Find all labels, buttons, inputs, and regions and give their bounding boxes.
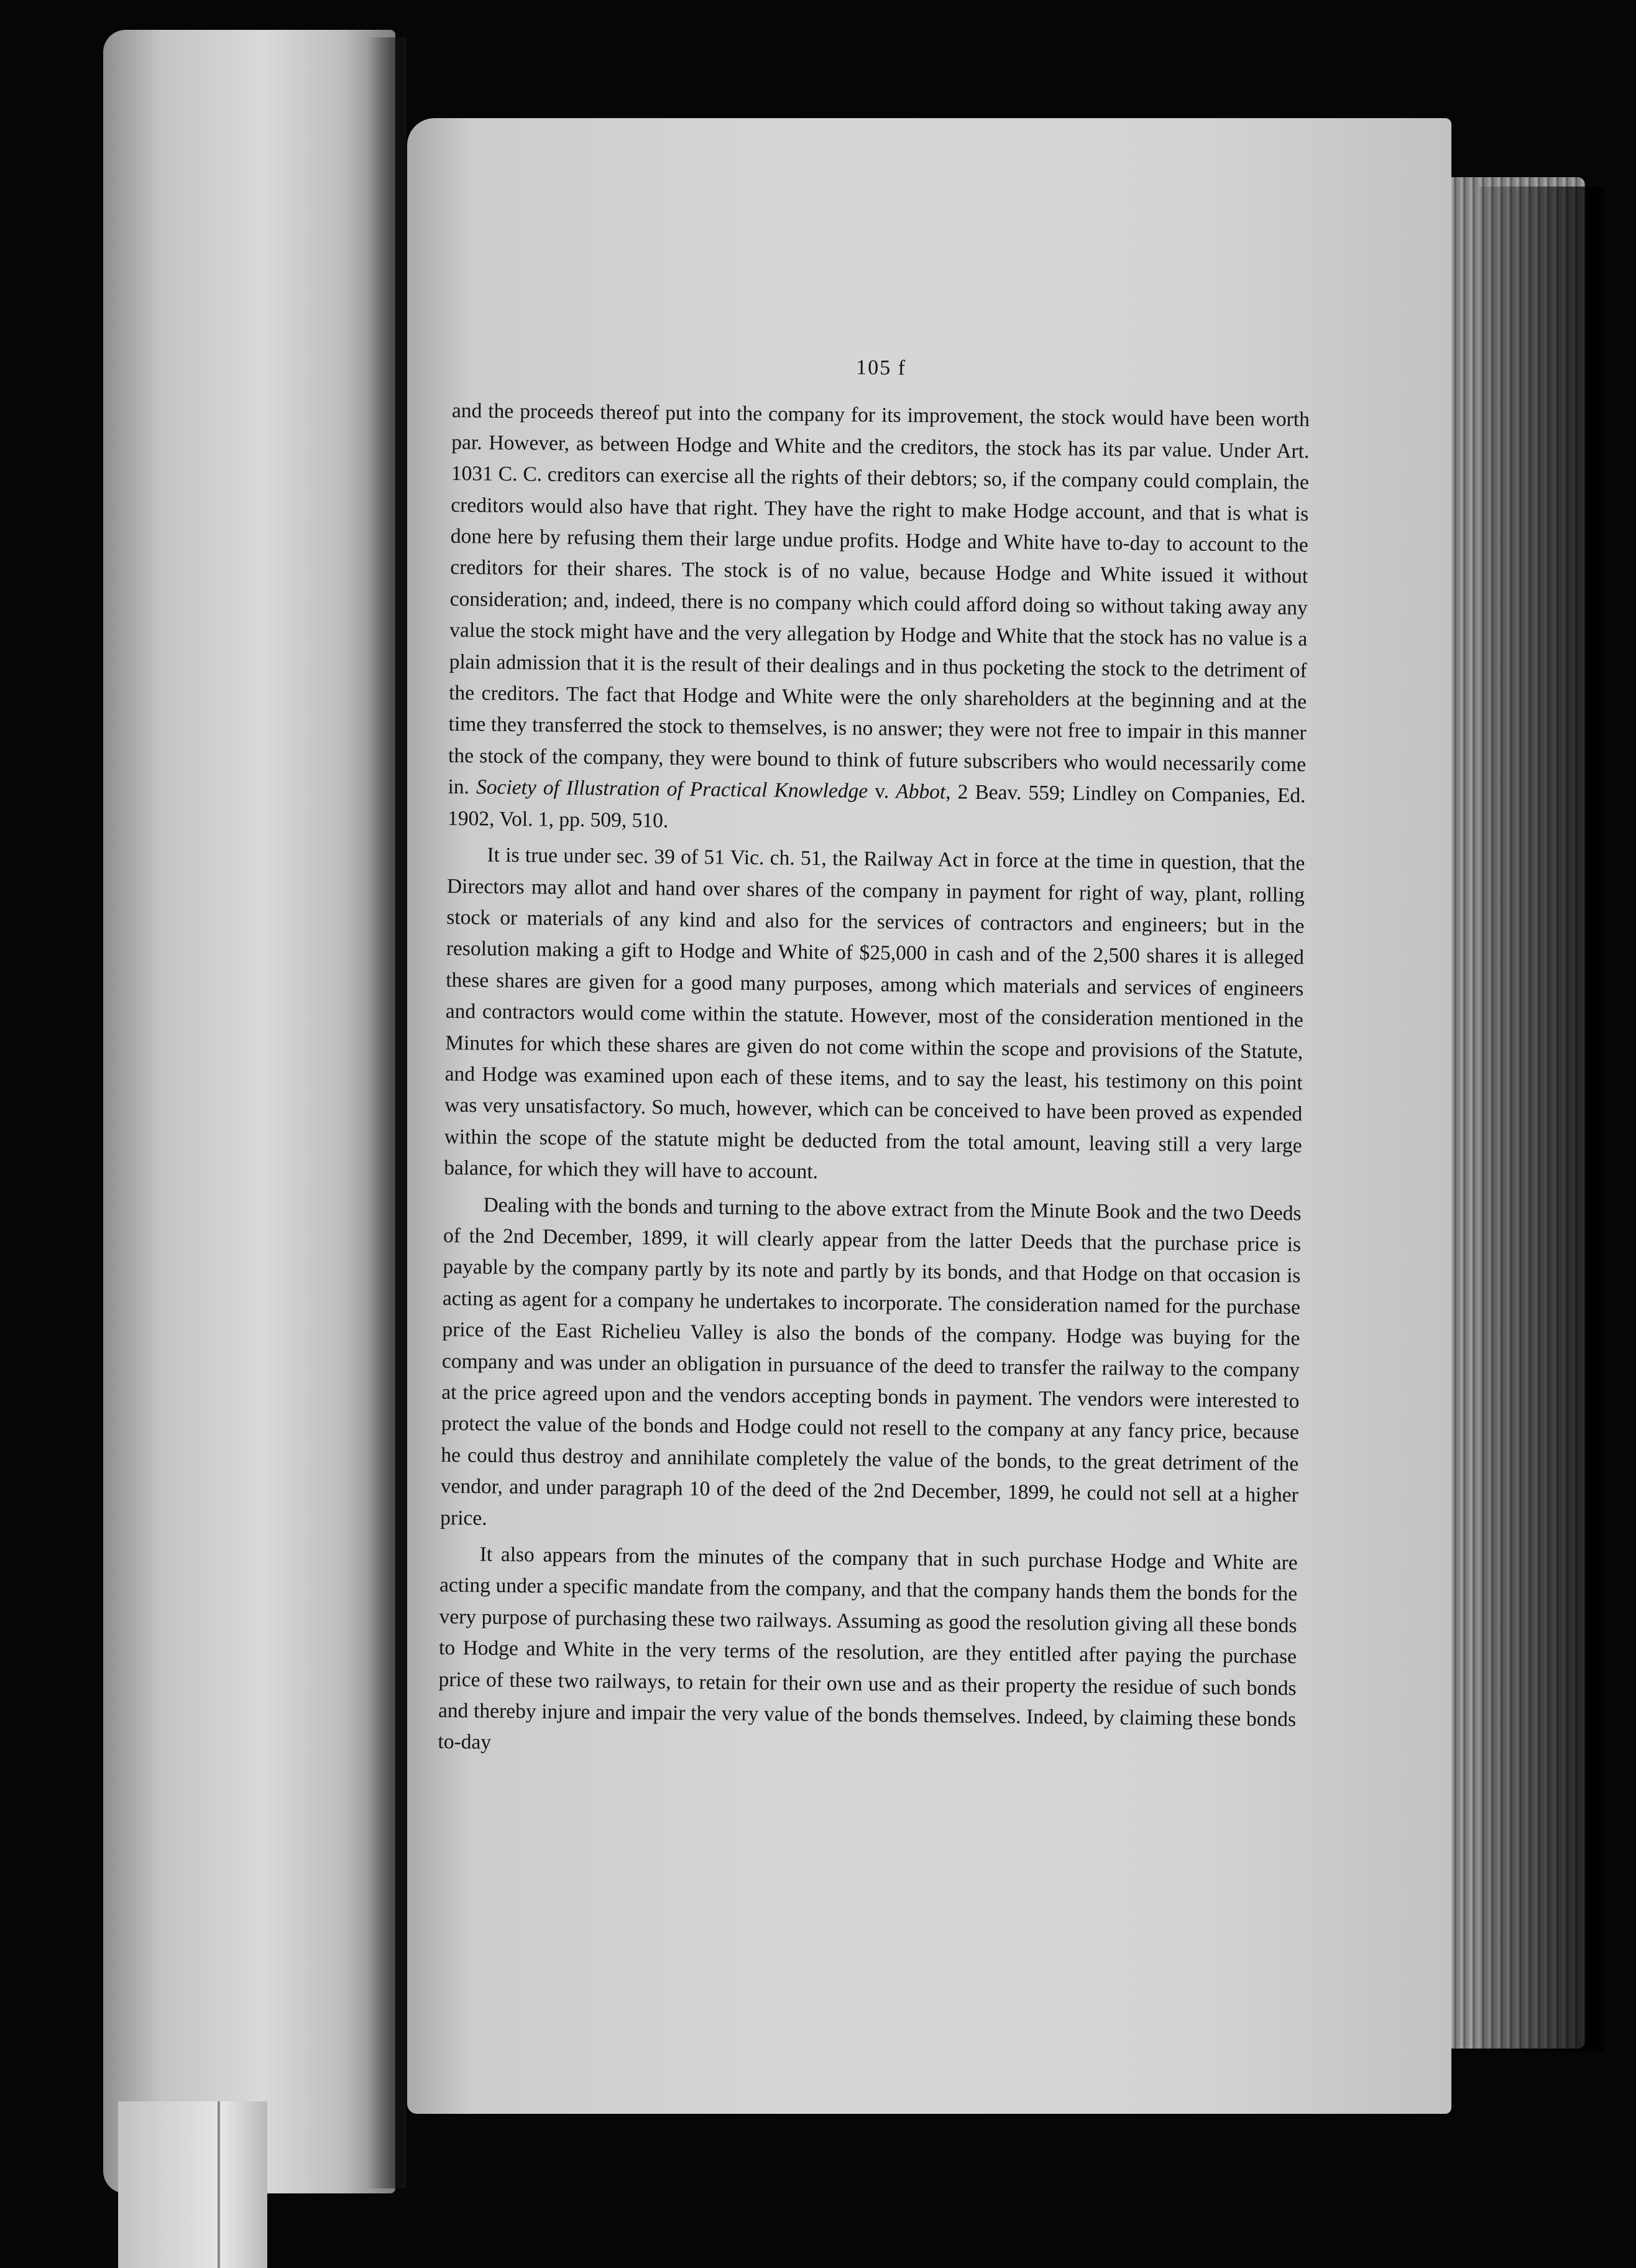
page-number: 105 f [856, 356, 907, 380]
edge-shadow [1479, 187, 1604, 2052]
citation-versus: v. [868, 780, 896, 803]
paragraph-1-text: and the proceeds thereof put into the company for its improvement, the stock would have been worth par. However, as between Hodge and White and the creditors, the stock has its par value. Under Art. 1031 C. C. creditors can exercise all the rights of their debtors; so, if the company could complain, the creditors would also have that right. They have the right to make Hodge account, and that is what is done here by refusing them their large undue profits. Hodge and White have to-day to account to the creditors for their shares. The stock is of no value, because Hodge and White issued it without consideration; and, indeed, there is no company which could afford doing so without taking away any value the stock might have and the very allegation by Hodge and White that the stock has no value is a plain admission that it is the result of their dealings and in thus pocketing the stock to the detriment of the creditors. The fact that Hodge and White were the only shareholders at the beginning and at the time they transferred the stock to themselves, is no answer; they were not free to impair in this manner the stock of the company, they were bound to think of future subscribers who would necessarily come in. [448, 399, 1310, 799]
paragraph-1 [448, 395, 1310, 843]
paragraph-2: It is true under sec. 39 of 51 Vic. ch. 51, the Railway Act in force at the time in question, that the Directors may allot and hand over shares of the company in payment for right of way, plant, rolling stock or materials of any kind and also for the services of contractors and engineers; but in the resolution making a gift to Hodge and White of $25,000 in cash and of the 2,500 shares it is alleged these shares are given for a good many purposes, among which materials and services of engineers and contractors would come within the statute. However, most of the consideration mentioned in the Minutes for which these shares are given do not come within the scope and provisions of the Statute, and Hodge was examined upon each of these items, and to say the least, his testimony on this point was very unsatisfactory. So much, however, which can be conceived to have been proved as expended within the scope of the statute might be deducted from the total amount, leaving still a very large balance, for which they will have to account. [443, 843, 1305, 1184]
case-citation-party-1: Society of Illustration of Practical Knowledge [476, 775, 868, 803]
paragraph-3: Dealing with the bonds and turning to the above extract from the Minute Book and the two Deeds of the 2nd December, 1899, it will clearly appear from the latter Deeds that the purchase price is payable by the company partly by its note and partly by its bonds, and that Hodge on that occasion is acting as agent for a company he undertakes to incorporate. The consideration named for the purchase price of the East Richelieu Valley is also the bonds of the company. Hodge was buying for the company and was under an obligation in pursuance of the deed to transfer the railway to the company at the price agreed upon and the vendors accepting bonds in payment. The vendors were interested to protect the value of the bonds and Hodge could not resell to the company at any fancy price, because he could thus destroy and annihilate completely the value of the bonds, to the great detriment of the vendor, and under paragraph 10 of the deed of the 2nd December, 1899, he could not sell at a higher price. [440, 1193, 1302, 1530]
tab-divider [218, 2101, 220, 2268]
left-page [103, 30, 395, 2193]
case-citation-party-2: Abbot, [896, 780, 951, 804]
page-edge-tab [118, 2101, 267, 2268]
gutter-shadow [367, 37, 407, 2188]
page-text [438, 348, 1310, 1772]
paragraph-1-tail: 2 Beav. 559; Lindley on Companies, Ed. 1902, Vol. 1, pp. 509, 510. [447, 780, 1306, 832]
paragraph-4: It also appears from the minutes of the company that in such purchase Hodge and White are acting under a specific mandate from the company, and that the company hands them the bonds for the very purpose of purchasing these two railways. Assuming as good the resolution giving all these bonds to Hodge and White in the very terms of the resolution, are they entitled after paying the purchase price of these two railways, to retain for their own use and as their property the residue of such bonds and thereby injure and impair the very value of the bonds themselves. Indeed, by claiming these bonds to-day [438, 1542, 1298, 1754]
